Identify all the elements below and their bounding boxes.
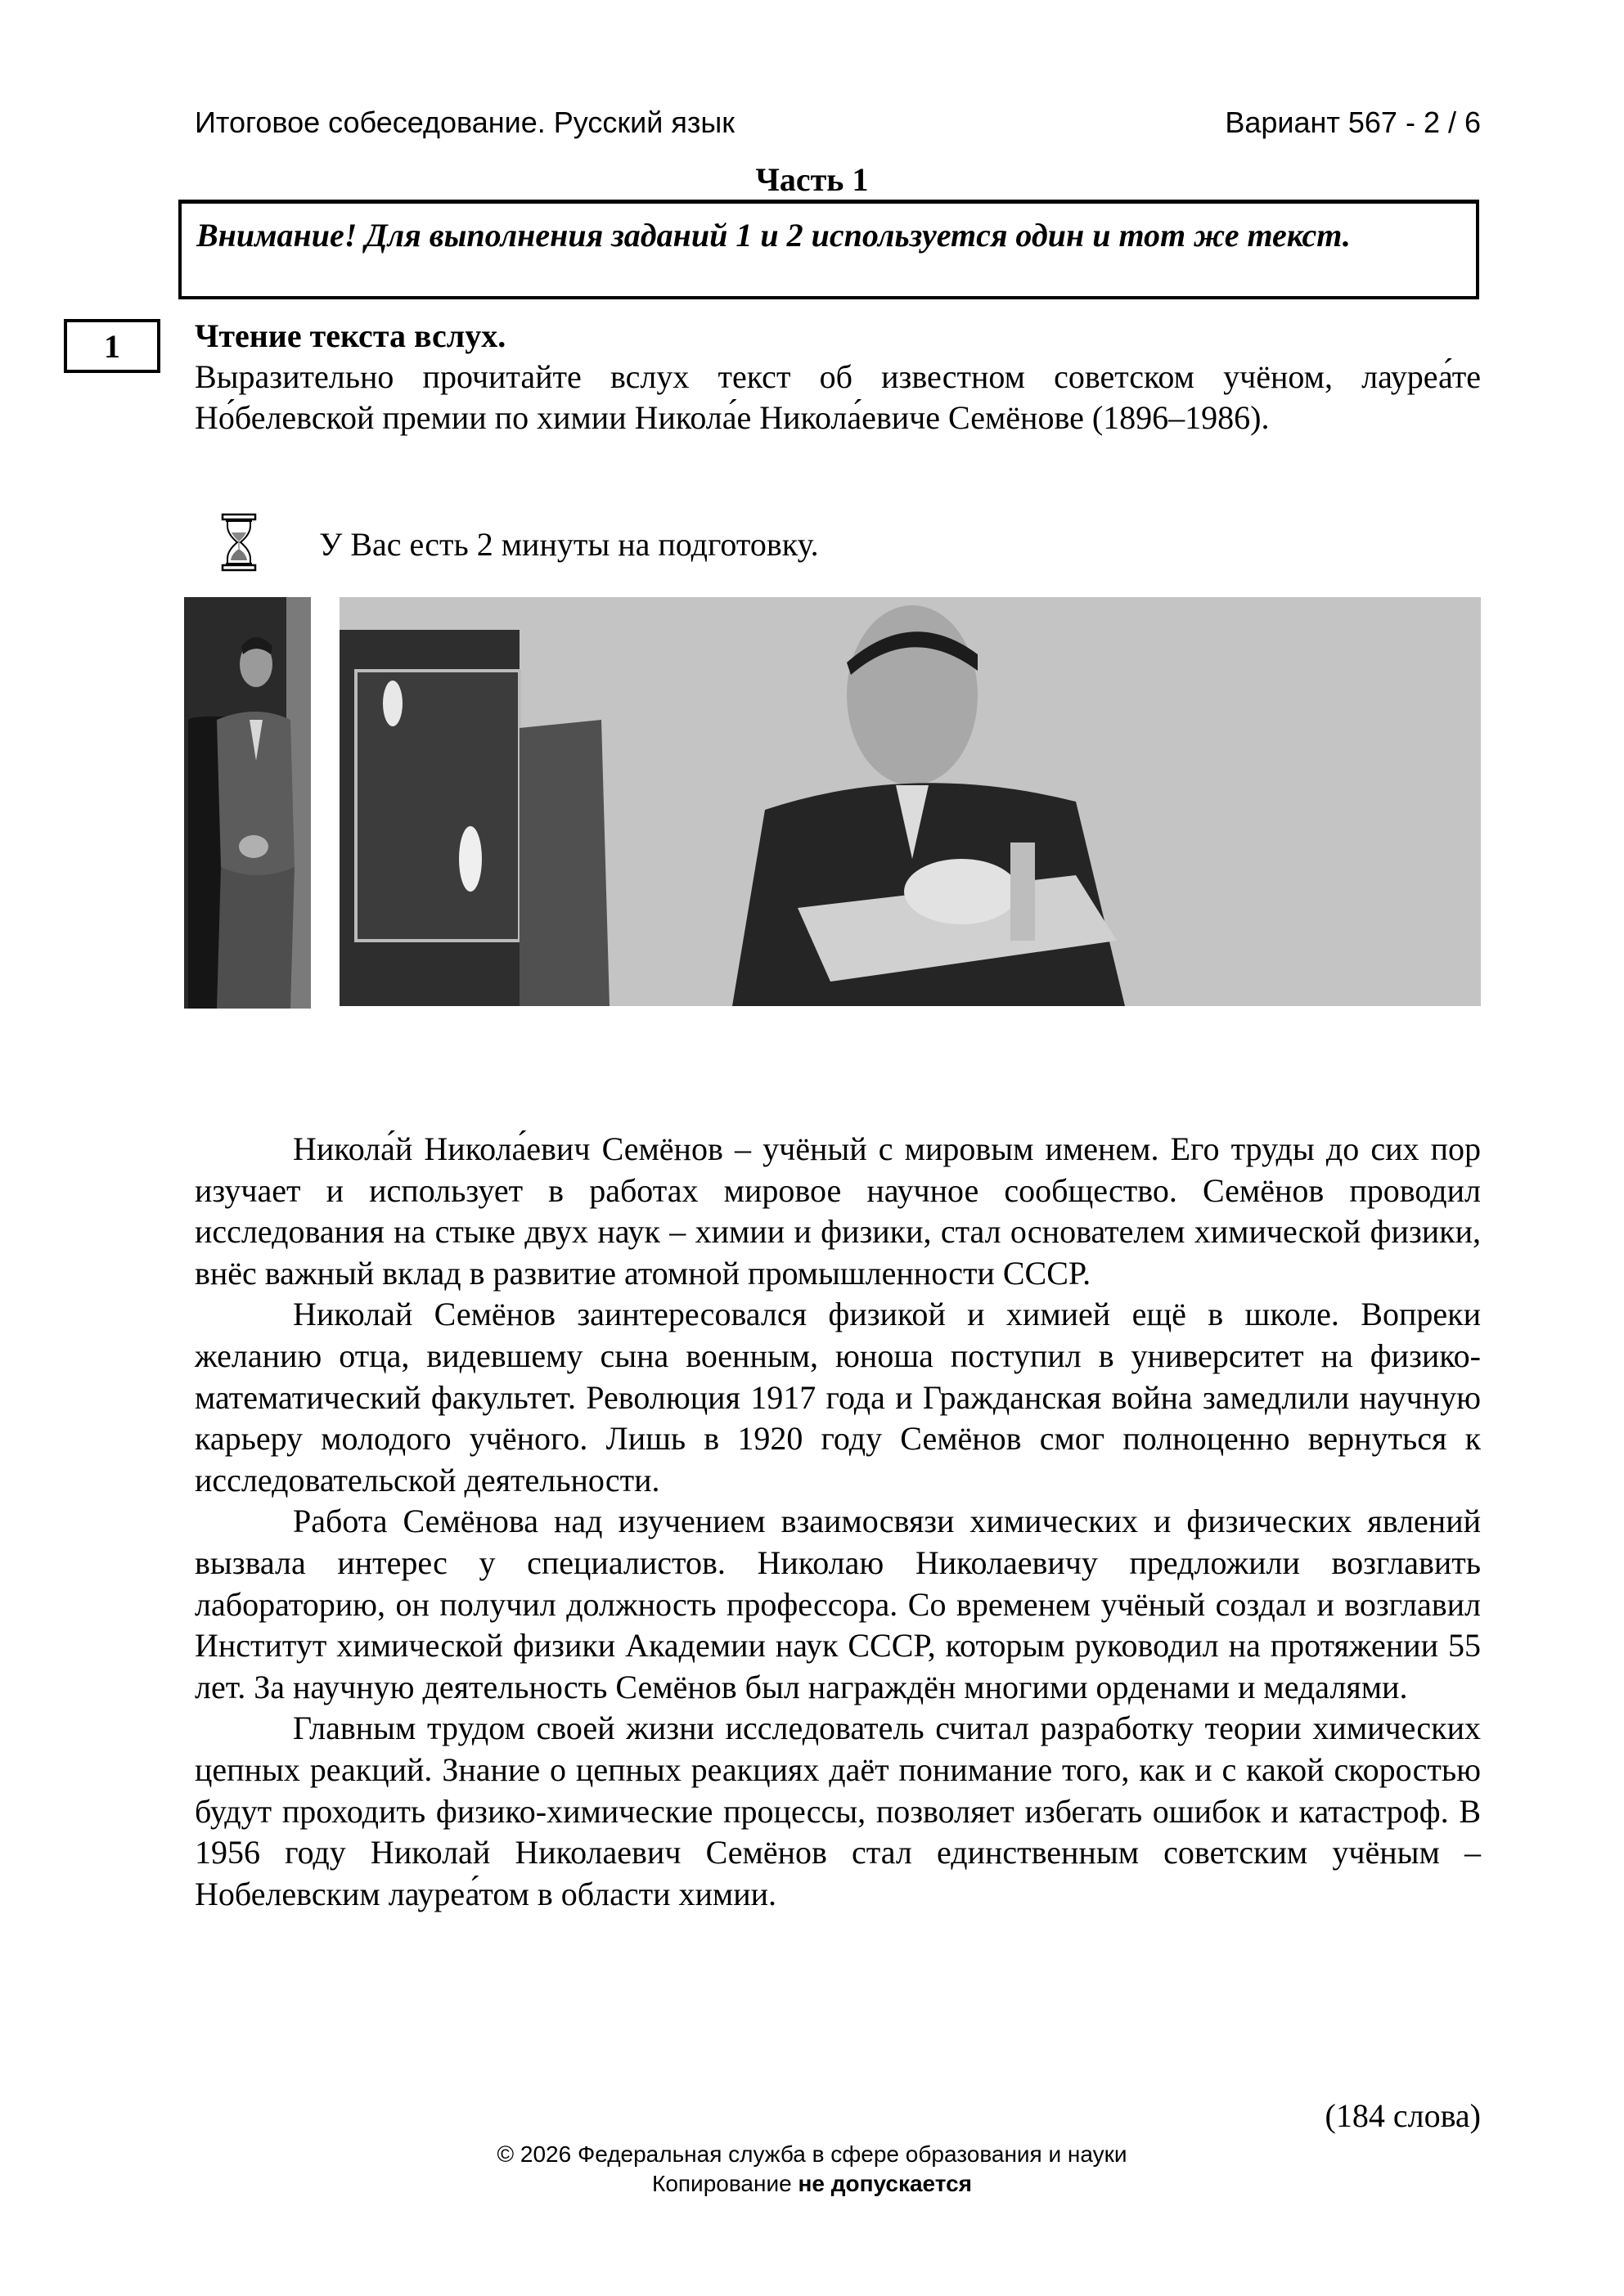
task-number-box — [64, 319, 160, 373]
footer — [0, 2140, 1624, 2199]
reading-text — [195, 1129, 1481, 1915]
part-title: Часть 1 — [755, 161, 869, 198]
task-description: Выразительно прочитайте вслух текст об известном советском учёном, лауреа́те Но́белевской премии по химии Никола́е Никола́евиче Семёнове (1896–1986). — [195, 358, 1481, 436]
copy-notice-bold: не допускается — [798, 2171, 972, 2196]
task-number: 1 — [104, 327, 120, 365]
laboratory-photo — [340, 597, 1481, 1006]
word-count: (184 слова) — [1325, 2097, 1481, 2134]
task-instructions — [195, 316, 1481, 438]
copy-notice-normal: Копирование — [652, 2171, 799, 2196]
text-paragraph: Главным трудом своей жизни исследователь считал разработку теории химических цепных реакций. Знание о цепных реакциях даёт понимание того, как и с какой скоростью будут проходить физико-химические процессы, позволяет избегать ошибок и катастроф. В 1956 году Николай Николаевич Семёнов стал единственным советским учёным – Нобелевским лауреа́том в области химии. — [195, 1710, 1481, 1912]
text-paragraph: Никола́й Никола́евич Семёнов – учёный с мировым именем. Его труды до сих пор изучает и использует в работах мировое научное сообщество. Семёнов проводил исследования на стыке двух наук – химии и физики, стал основателем химической физики, внёс важный вклад в развитие атомной промышленности СССР. — [195, 1130, 1481, 1292]
notice-text: Внимание! Для выполнения заданий 1 и 2 используется один и тот же текст. — [196, 217, 1351, 254]
text-paragraph: Работа Семёнова над изучением взаимосвязи химических и физических явлений вызвала интерес у специалистов. Николаю Николаевичу предложили возглавить лабораторию, он получил должность профессора. Со временем учёный создал и возглавил Институт химической физики Академии наук СССР, которым руководил на протяжении 55 лет. За научную деятельность Семёнов был награждён многими орденами и медалями. — [195, 1503, 1481, 1705]
header-left-title: Итоговое собеседование. Русский язык — [195, 106, 735, 139]
running-header — [195, 105, 1481, 141]
text-paragraph: Николай Семёнов заинтересовался физикой и химией ещё в школе. Вопреки желанию отца, видевшему сына военным, юноша поступил в университет на физико-математический факультет. Революция 1917 года и Гражданская война замедлили научную карьеру молодого учёного. Лишь в 1920 году Семёнов смог полноценно вернуться к исследовательской деятельности. — [195, 1296, 1481, 1498]
portrait-photo — [184, 597, 311, 1009]
task-title: Чтение текста вслух. — [195, 317, 506, 354]
notice-box — [178, 200, 1479, 299]
preparation-time-text: У Вас есть 2 минуты на подготовку. — [319, 525, 819, 563]
copy-notice-line — [0, 2169, 1624, 2199]
header-variant-page: Вариант 567 - 2 / 6 — [1225, 106, 1481, 139]
copyright-line: © 2026 Федеральная служба в сфере образования и науки — [497, 2141, 1127, 2167]
hourglass-icon — [221, 513, 319, 576]
preparation-time-row — [221, 511, 819, 577]
